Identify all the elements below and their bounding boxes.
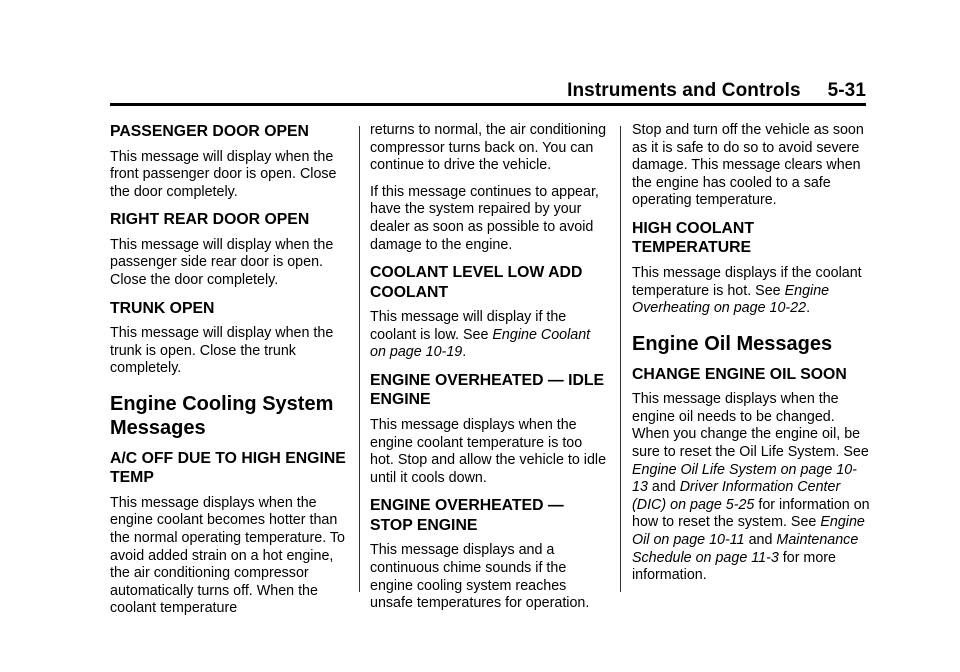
text-change-oil-and2: and	[744, 532, 777, 548]
heading-high-coolant-temp: HIGH COOLANT TEMPERATURE	[632, 219, 754, 257]
heading-passenger-door-open: PASSENGER DOOR OPEN	[110, 123, 309, 140]
text-change-oil-c: for more information.	[632, 549, 836, 584]
heading-right-rear-door-open: RIGHT REAR DOOR OPEN	[110, 211, 310, 229]
heading-ac-off: A/C OFF DUE TO HIGH ENGINE TEMP	[110, 449, 346, 487]
text-passenger-door-open: This message will display when the front passenger door is open. Close the door completely.	[110, 148, 337, 200]
heading-change-engine-oil: CHANGE ENGINE OIL SOON	[632, 365, 847, 383]
heading-overheated-stop: ENGINE OVERHEATED — STOP ENGINE	[370, 497, 564, 534]
link-engine-overheating[interactable]: Engine Overheating on page 10-22	[632, 282, 830, 317]
text-high-coolant-temp	[632, 265, 872, 318]
text-overheated-stop: This message displays and a continuous chime sounds if the engine cooling system reaches unsafe temperatures for operation.	[370, 542, 590, 612]
text-change-oil-a: This message displays when the engine oil needs to be changed. When you change the engine oil, be sure to reset the Oil Life System. See	[632, 391, 869, 461]
section-heading-engine-cooling: Engine Cooling System Messages	[110, 392, 334, 439]
text-coolant-level-low	[370, 309, 608, 362]
page-header	[566, 80, 866, 104]
text-ac-off: This message displays when the engine coolant becomes hotter than the normal operating temperature. To avoid added strain on a hot engine, the air conditioning compressor automatically turns off. When the coolant temperature	[110, 494, 345, 617]
column-3	[632, 122, 872, 594]
text-change-oil-b: for information on how to reset the system. See	[632, 496, 870, 531]
header-rule	[110, 103, 866, 106]
text-right-rear-door-open: This message will display when the passenger side rear door is open. Close the door completely.	[110, 236, 334, 288]
text-high-coolant-b: .	[806, 300, 811, 317]
column-divider-2	[620, 126, 621, 592]
text-coolant-low-a: This message will display if the coolant is low. See	[370, 309, 567, 343]
link-oil-life-system[interactable]: Engine Oil Life System on page 10-13	[632, 461, 857, 496]
link-maintenance-schedule[interactable]: Maintenance Schedule on page 11-3	[632, 532, 859, 566]
text-trunk-open: This message will display when the trunk is open. Close the trunk completely.	[110, 325, 334, 377]
heading-coolant-level-low: COOLANT LEVEL LOW ADD COOLANT	[370, 264, 583, 301]
text-repair-advice: If this message continues to appear, have the system repaired by your dealer as soon as possible to avoid damage to the engine.	[370, 183, 599, 253]
column-1	[110, 122, 348, 627]
header-title: Instruments and Controls 5-31	[567, 80, 866, 101]
column-2	[370, 122, 608, 622]
text-stop-continued: Stop and turn off the vehicle as soon as it is safe to do so to avoid severe damage. This message clears when the engine has cooled to a safe operating temperature.	[632, 122, 864, 209]
column-divider-1	[359, 126, 360, 592]
text-ac-off-continued: returns to normal, the air conditioning compressor turns back on. You can continue to drive the vehicle.	[370, 122, 607, 174]
text-overheated-idle: This message displays when the engine coolant temperature is too hot. Stop and allow the vehicle to idle until it cools down.	[370, 416, 607, 486]
heading-overheated-idle: ENGINE OVERHEATED — IDLE ENGINE	[370, 371, 605, 409]
link-engine-oil[interactable]: Engine Oil on page 10-11	[632, 514, 865, 548]
link-dic[interactable]: Driver Information Center (DIC) on page 5-25	[632, 479, 841, 513]
text-change-engine-oil	[632, 391, 872, 585]
link-engine-coolant[interactable]: Engine Coolant on page 10-19	[370, 326, 591, 361]
text-change-oil-and1: and	[647, 479, 680, 496]
text-coolant-low-b: .	[462, 344, 467, 361]
text-high-coolant-a: This message displays if the coolant temperature is hot. See	[632, 264, 862, 299]
heading-trunk-open: TRUNK OPEN	[110, 299, 215, 317]
section-heading-engine-oil: Engine Oil Messages	[632, 332, 833, 355]
